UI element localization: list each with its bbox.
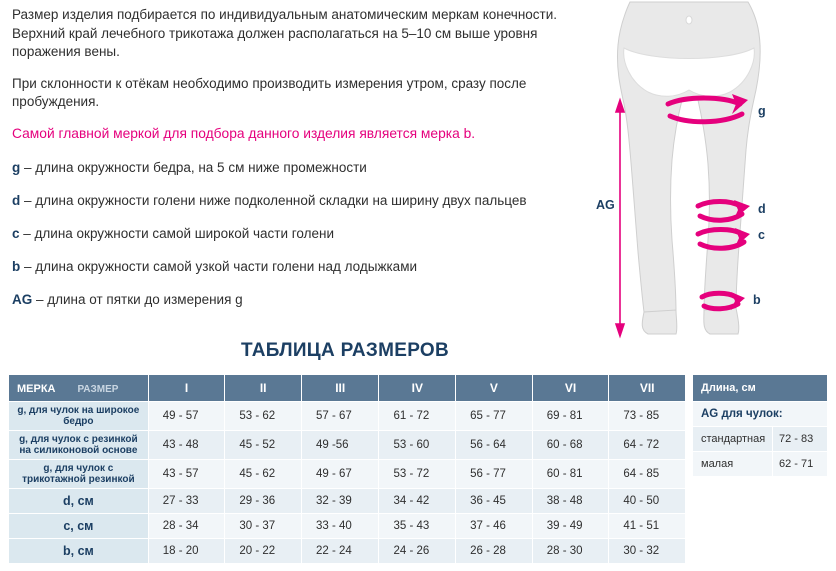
length-subheader: AG для чулок: — [693, 402, 828, 427]
size-table-body — [9, 402, 686, 564]
legend-key-c: c — [12, 226, 20, 241]
row-value: 27 - 33 — [148, 489, 225, 514]
row-value: 35 - 43 — [379, 514, 456, 539]
row-value: 20 - 22 — [225, 539, 302, 564]
table-row — [9, 489, 686, 514]
length-table-header: Длина, см — [693, 375, 828, 402]
legend-text-b: – длина окружности самой узкой части голени над лодыжками — [20, 259, 418, 274]
illustration-label-c: c — [758, 228, 765, 242]
row-value: 41 - 51 — [609, 514, 686, 539]
legend-key-ag: AG — [12, 292, 33, 307]
row-value: 37 - 46 — [456, 514, 533, 539]
left-foot-shape — [642, 310, 677, 334]
legs-illustration — [590, 0, 836, 345]
row-label: g, для чулок с резинкой на силиконовой основе — [9, 431, 149, 460]
illustration-label-g: g — [758, 104, 766, 118]
intro-paragraph-1: Размер изделия подбирается по индивидуальным анатомическим меркам конечности. Верхний край лечебного трикотажа должен располагаться на 5–10 см выше уровня поражения вены. — [12, 7, 558, 59]
table-row — [9, 431, 686, 460]
size-column-2: II — [225, 375, 302, 402]
size-column-7: VII — [609, 375, 686, 402]
size-column-4: IV — [379, 375, 456, 402]
row-value: 53 - 62 — [225, 402, 302, 431]
illustration-label-ag: AG — [596, 198, 615, 212]
row-value: 40 - 50 — [609, 489, 686, 514]
row-value: 56 - 64 — [456, 431, 533, 460]
row-value: 64 - 72 — [609, 431, 686, 460]
size-column-1: I — [148, 375, 225, 402]
row-value: 29 - 36 — [225, 489, 302, 514]
row-value: 18 - 20 — [148, 539, 225, 564]
ag-measure-arrow — [616, 100, 624, 336]
row-value: 22 - 24 — [301, 539, 379, 564]
row-value: 61 - 72 — [379, 402, 456, 431]
row-value: 43 - 48 — [148, 431, 225, 460]
row-value: 45 - 52 — [225, 431, 302, 460]
row-value: 60 - 68 — [532, 431, 609, 460]
row-label: g, для чулок с трикотажной резинкой — [9, 460, 149, 489]
row-label: g, для чулок на широкое бедро — [9, 402, 149, 431]
table-row — [9, 402, 686, 431]
header-label-razmer: РАЗМЕР — [77, 384, 119, 395]
legend-text-ag: – длина от пятки до измерения g — [32, 292, 243, 307]
row-value: 34 - 42 — [379, 489, 456, 514]
row-value: 36 - 45 — [456, 489, 533, 514]
intro-text-block — [12, 6, 582, 324]
row-value: 32 - 39 — [301, 489, 379, 514]
row-value: 49 -56 — [301, 431, 379, 460]
legend-key-b: b — [12, 259, 21, 274]
intro-paragraph-2: При склонности к отёкам необходимо производить измерения утром, сразу после пробуждения. — [12, 75, 527, 109]
row-value: 49 - 67 — [301, 460, 379, 489]
row-value: 45 - 62 — [225, 460, 302, 489]
length-table-body — [693, 402, 828, 477]
length-row-value: 72 - 83 — [773, 427, 828, 452]
row-label: d, см — [9, 489, 149, 514]
row-value: 69 - 81 — [532, 402, 609, 431]
row-value: 43 - 57 — [148, 460, 225, 489]
legend-item-ag — [12, 291, 582, 309]
legend-item-g — [12, 159, 582, 177]
row-value: 28 - 30 — [532, 539, 609, 564]
row-value: 33 - 40 — [301, 514, 379, 539]
legs-illustration-svg — [590, 0, 836, 345]
length-table-header-row — [693, 375, 828, 402]
row-value: 65 - 77 — [456, 402, 533, 431]
size-table-header-measure — [9, 375, 149, 402]
legend-item-d — [12, 192, 582, 210]
legend-text-d: – длина окружности голени ниже подколенной складки на ширину двух пальцев — [20, 193, 527, 208]
illustration-label-b: b — [753, 293, 761, 307]
row-label: b, см — [9, 539, 149, 564]
length-row-label: стандартная — [693, 427, 773, 452]
row-value: 53 - 72 — [379, 460, 456, 489]
table-row — [693, 427, 828, 452]
intro-paragraph-highlight: Самой главной меркой для подбора данного изделия является мерка b. — [12, 125, 476, 141]
illustration-label-d: d — [758, 202, 766, 216]
row-value: 53 - 60 — [379, 431, 456, 460]
row-value: 26 - 28 — [456, 539, 533, 564]
row-value: 30 - 32 — [609, 539, 686, 564]
legend-item-c — [12, 225, 582, 243]
row-value: 39 - 49 — [532, 514, 609, 539]
row-value: 49 - 57 — [148, 402, 225, 431]
row-value: 24 - 26 — [379, 539, 456, 564]
row-value: 60 - 81 — [532, 460, 609, 489]
size-column-3: III — [301, 375, 379, 402]
size-column-5: V — [456, 375, 533, 402]
legend-key-d: d — [12, 193, 21, 208]
row-value: 56 - 77 — [456, 460, 533, 489]
row-value: 64 - 85 — [609, 460, 686, 489]
size-table-header-row — [9, 375, 686, 402]
table-row — [693, 452, 828, 477]
row-value: 38 - 48 — [532, 489, 609, 514]
navel-icon — [686, 16, 692, 24]
table-title: ТАБЛИЦА РАЗМЕРОВ — [240, 340, 450, 361]
legend-key-g: g — [12, 160, 21, 175]
table-row — [9, 460, 686, 489]
row-label: c, см — [9, 514, 149, 539]
legend-item-b — [12, 258, 582, 276]
size-table — [8, 374, 686, 564]
header-label-merka: МЕРКА — [17, 383, 56, 395]
right-foot-shape — [704, 308, 739, 334]
length-row-label: малая — [693, 452, 773, 477]
table-row — [9, 514, 686, 539]
size-table-head — [9, 375, 686, 402]
length-table — [692, 374, 828, 477]
row-value: 30 - 37 — [225, 514, 302, 539]
row-value: 73 - 85 — [609, 402, 686, 431]
legend-text-c: – длина окружности самой широкой части голени — [19, 226, 334, 241]
size-column-6: VI — [532, 375, 609, 402]
legend-text-g: – длина окружности бедра, на 5 см ниже промежности — [20, 160, 367, 175]
row-value: 57 - 67 — [301, 402, 379, 431]
length-row-value: 62 - 71 — [773, 452, 828, 477]
length-table-head — [693, 375, 828, 402]
body-silhouette — [617, 2, 760, 332]
row-value: 28 - 34 — [148, 514, 225, 539]
table-row — [693, 402, 828, 427]
table-row — [9, 539, 686, 564]
